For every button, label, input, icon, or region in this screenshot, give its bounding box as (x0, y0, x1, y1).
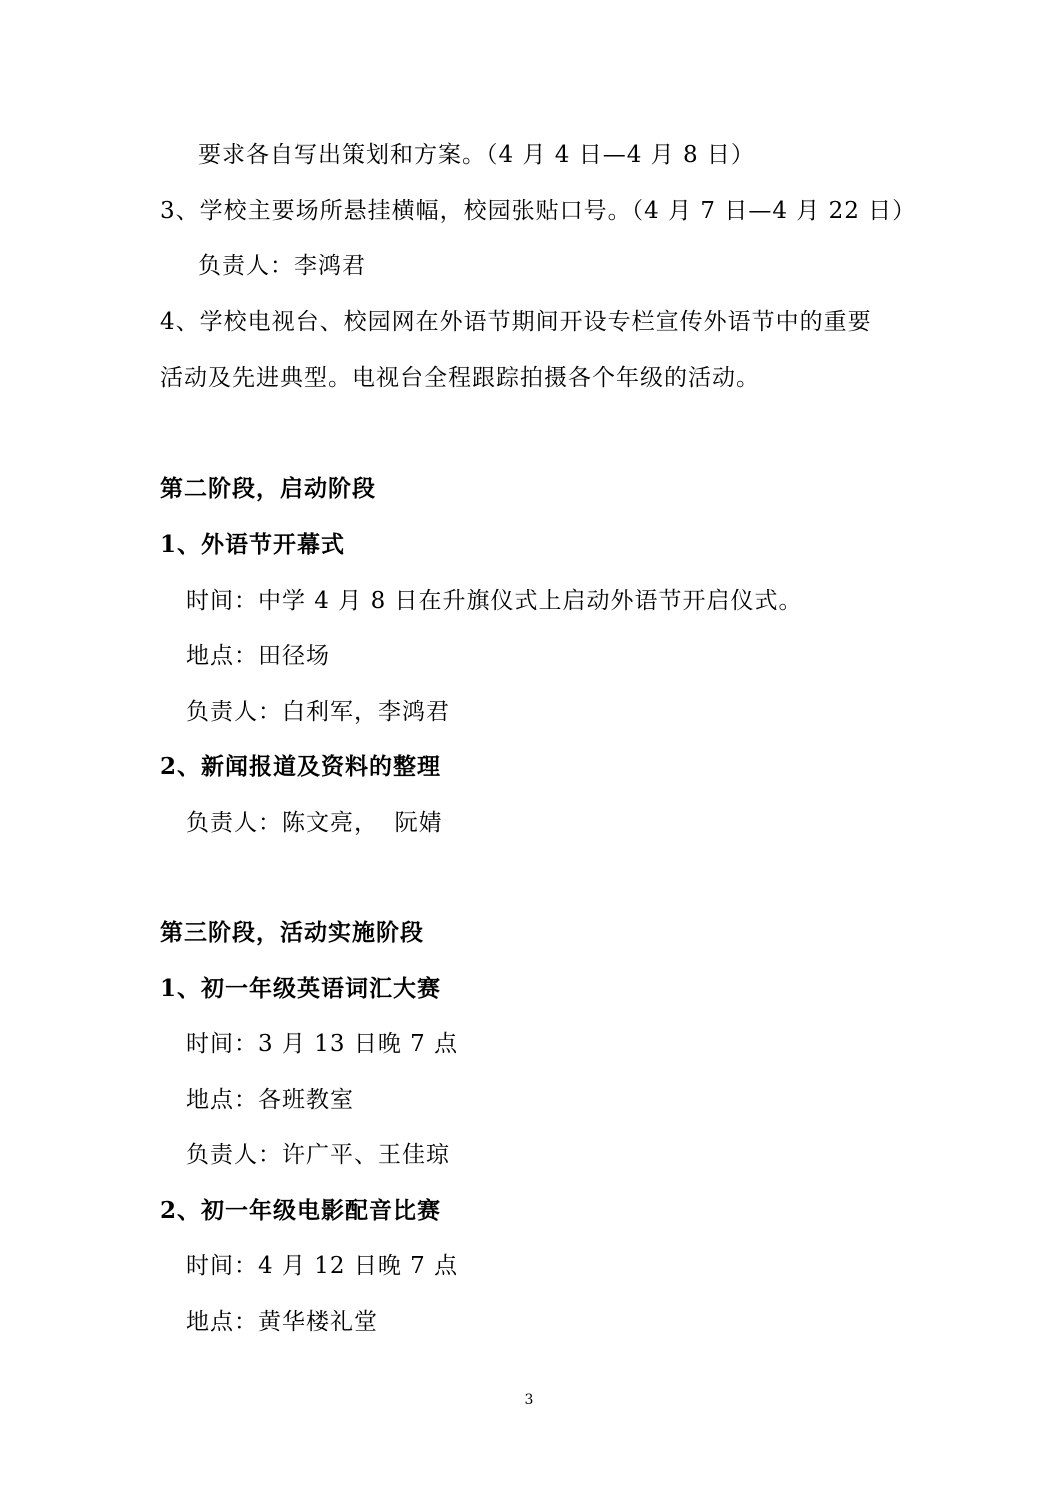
stage2-item1-title: 1、外语节开幕式 (160, 531, 346, 558)
stage3-item2-place: 地点：黄华楼礼堂 (186, 1309, 378, 1335)
stage2-item1-time: 时间：中学 4 月 8 日在升旗仪式上启动外语节开启仪式。 (186, 588, 803, 614)
stage2-item2-owner: 负责人：陈文亮， 阮婧 (186, 810, 443, 836)
stage3-item1-owner: 负责人：许广平、王佳琼 (186, 1142, 450, 1168)
stage3-item2-title: 2、初一年级电影配音比赛 (160, 1197, 442, 1224)
stage2-item1-place: 地点：田径场 (186, 643, 330, 669)
stage1-item2-continuation: 要求各自写出策划和方案。（4 月 4 日—4 月 8 日） (198, 142, 755, 168)
stage2-heading: 第二阶段，启动阶段 (160, 475, 376, 502)
stage2-item2-title: 2、新闻报道及资料的整理 (160, 753, 442, 780)
stage3-item2-time: 时间：4 月 12 日晚 7 点 (186, 1253, 459, 1279)
stage1-item3-owner: 负责人：李鸿君 (198, 253, 366, 279)
stage3-heading: 第三阶段，活动实施阶段 (160, 919, 424, 946)
stage1-item4-line1: 4、学校电视台、校园网在外语节期间开设专栏宣传外语节中的重要 (160, 309, 872, 335)
stage3-item1-time: 时间：3 月 13 日晚 7 点 (186, 1031, 459, 1057)
stage3-item1-place: 地点：各班教室 (186, 1087, 354, 1113)
stage1-item3: 3、学校主要场所悬挂横幅，校园张贴口号。（4 月 7 日—4 月 22 日） (160, 198, 917, 224)
stage1-item4-line2: 活动及先进典型。电视台全程跟踪拍摄各个年级的活动。 (160, 365, 760, 391)
stage3-item1-title: 1、初一年级英语词汇大赛 (160, 975, 442, 1002)
stage2-item1-owner: 负责人：白利军，李鸿君 (186, 699, 450, 725)
page-number: 3 (524, 1392, 534, 1408)
